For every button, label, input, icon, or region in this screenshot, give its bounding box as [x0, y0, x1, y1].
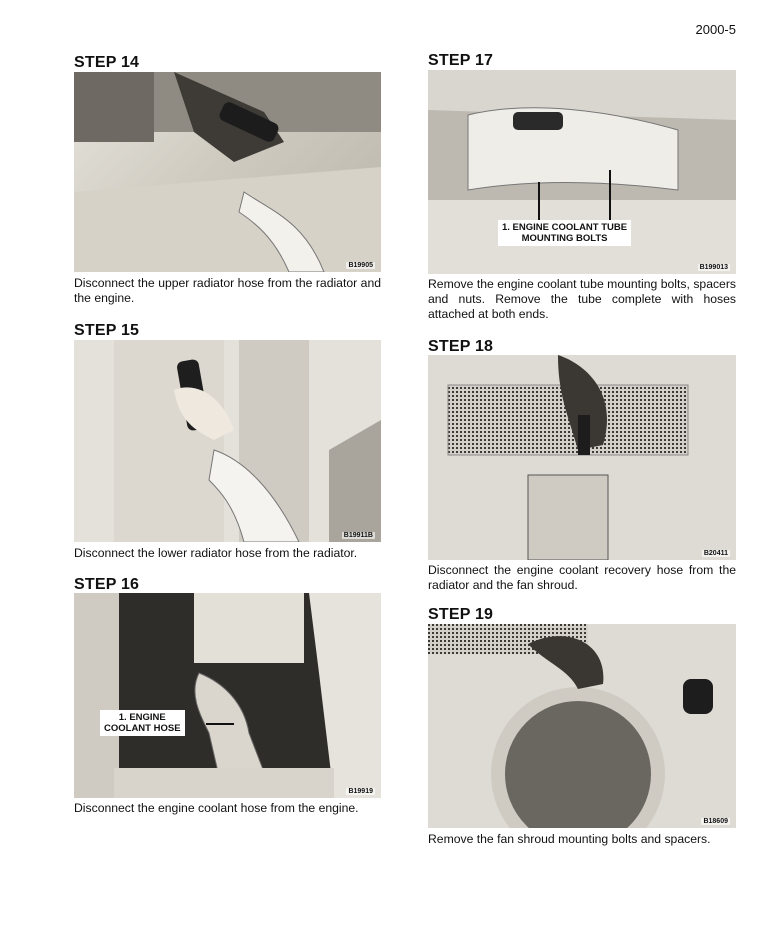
step-16-callout-text: 1. ENGINE COOLANT HOSE [104, 712, 181, 734]
step-17-title: STEP 17 [428, 52, 494, 69]
step-18-photo [428, 355, 736, 560]
step-19-title: STEP 19 [428, 606, 494, 623]
step-14-caption: Disconnect the upper radiator hose from the radiator and the engine. [74, 276, 381, 305]
step-17-photo [428, 70, 736, 274]
step-15-image-code: B19911B [343, 532, 373, 539]
step-16-callout [100, 710, 185, 736]
step-16-callout-arrow [206, 723, 234, 725]
page-number: 2000-5 [695, 22, 736, 37]
step-19-image-code: B18609 [703, 818, 728, 825]
step-17-callout-text: 1. ENGINE COOLANT TUBE MOUNTING BOLTS [502, 222, 628, 244]
step-17-callout-arrow-left [538, 182, 540, 220]
step-14-image-code: B19905 [348, 262, 373, 269]
step-15-photo [74, 340, 381, 542]
step-18-image-code: B20411 [703, 550, 728, 557]
step-16-title: STEP 16 [74, 576, 140, 593]
step-17-caption: Remove the engine coolant tube mounting bolts, spacers and nuts. Remove the tube complete with hoses attached at both ends. [428, 277, 736, 321]
step-14-photo [74, 72, 381, 272]
step-17-callout [498, 220, 631, 246]
step-17-image-code: B199013 [699, 264, 728, 271]
step-17-callout-arrow-right [609, 170, 611, 220]
step-15-title: STEP 15 [74, 322, 140, 339]
step-19-photo [428, 624, 736, 828]
step-15-caption: Disconnect the lower radiator hose from the radiator. [74, 546, 358, 560]
step-19-caption: Remove the fan shroud mounting bolts and spacers. [428, 832, 711, 846]
step-18-title: STEP 18 [428, 338, 494, 355]
step-14-title: STEP 14 [74, 54, 140, 71]
step-16-caption: Disconnect the engine coolant hose from the engine. [74, 801, 359, 815]
step-16-photo [74, 593, 381, 798]
step-18-caption: Disconnect the engine coolant recovery hose from the radiator and the fan shroud. [428, 563, 736, 592]
step-16-image-code: B19919 [348, 788, 373, 795]
